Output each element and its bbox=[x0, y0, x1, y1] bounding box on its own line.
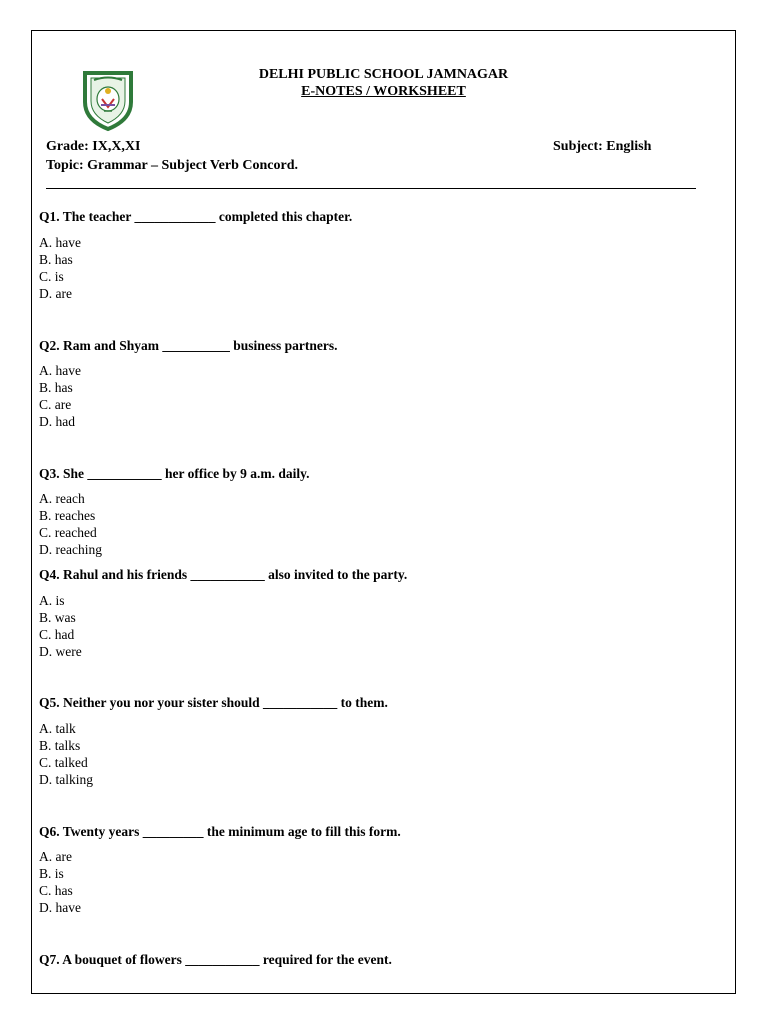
option: A. have bbox=[39, 363, 81, 378]
option: B. has bbox=[39, 380, 73, 395]
question-3: Q3. She ___________ her office by 9 a.m. daily. bbox=[39, 466, 310, 481]
question-2: Q2. Ram and Shyam __________ business partners. bbox=[39, 338, 338, 353]
option: C. has bbox=[39, 883, 73, 898]
school-name: DELHI PUBLIC SCHOOL JAMNAGAR bbox=[258, 67, 509, 82]
grade-label: Grade: IX,X,XI bbox=[46, 139, 141, 154]
option: C. reached bbox=[39, 525, 97, 540]
question-7: Q7. A bouquet of flowers ___________ required for the event. bbox=[39, 952, 392, 967]
option: D. talking bbox=[39, 772, 93, 787]
option: D. were bbox=[39, 644, 82, 659]
document-type: E-NOTES / WORKSHEET bbox=[301, 84, 466, 99]
option: D. had bbox=[39, 414, 75, 429]
option: B. talks bbox=[39, 738, 81, 753]
option: C. is bbox=[39, 269, 64, 284]
option: D. reaching bbox=[39, 542, 102, 557]
topic-label: Topic: Grammar – Subject Verb Concord. bbox=[46, 158, 298, 173]
option: B. was bbox=[39, 610, 76, 625]
option: C. had bbox=[39, 627, 75, 642]
question-1: Q1. The teacher ____________ completed this chapter. bbox=[39, 209, 353, 224]
question-4-options bbox=[39, 592, 82, 660]
header-divider bbox=[46, 188, 696, 189]
question-3-options bbox=[39, 490, 102, 558]
question-1-options bbox=[39, 234, 81, 302]
subject-label: Subject: English bbox=[553, 139, 652, 154]
option: B. reaches bbox=[39, 508, 96, 523]
question-6: Q6. Twenty years _________ the minimum age to fill this form. bbox=[39, 824, 401, 839]
question-4: Q4. Rahul and his friends ___________ also invited to the party. bbox=[39, 567, 408, 582]
option: C. are bbox=[39, 397, 72, 412]
question-5-options bbox=[39, 720, 93, 788]
worksheet-page bbox=[31, 30, 736, 994]
option: A. are bbox=[39, 849, 72, 864]
question-2-options bbox=[39, 362, 81, 430]
option: A. talk bbox=[39, 721, 76, 736]
option: A. is bbox=[39, 593, 65, 608]
question-6-options bbox=[39, 848, 81, 916]
question-5: Q5. Neither you nor your sister should ___________ to them. bbox=[39, 695, 388, 710]
option: D. have bbox=[39, 900, 81, 915]
option: B. has bbox=[39, 252, 73, 267]
option: A. reach bbox=[39, 491, 85, 506]
option: D. are bbox=[39, 286, 72, 301]
option: B. is bbox=[39, 866, 64, 881]
option: C. talked bbox=[39, 755, 88, 770]
option: A. have bbox=[39, 235, 81, 250]
